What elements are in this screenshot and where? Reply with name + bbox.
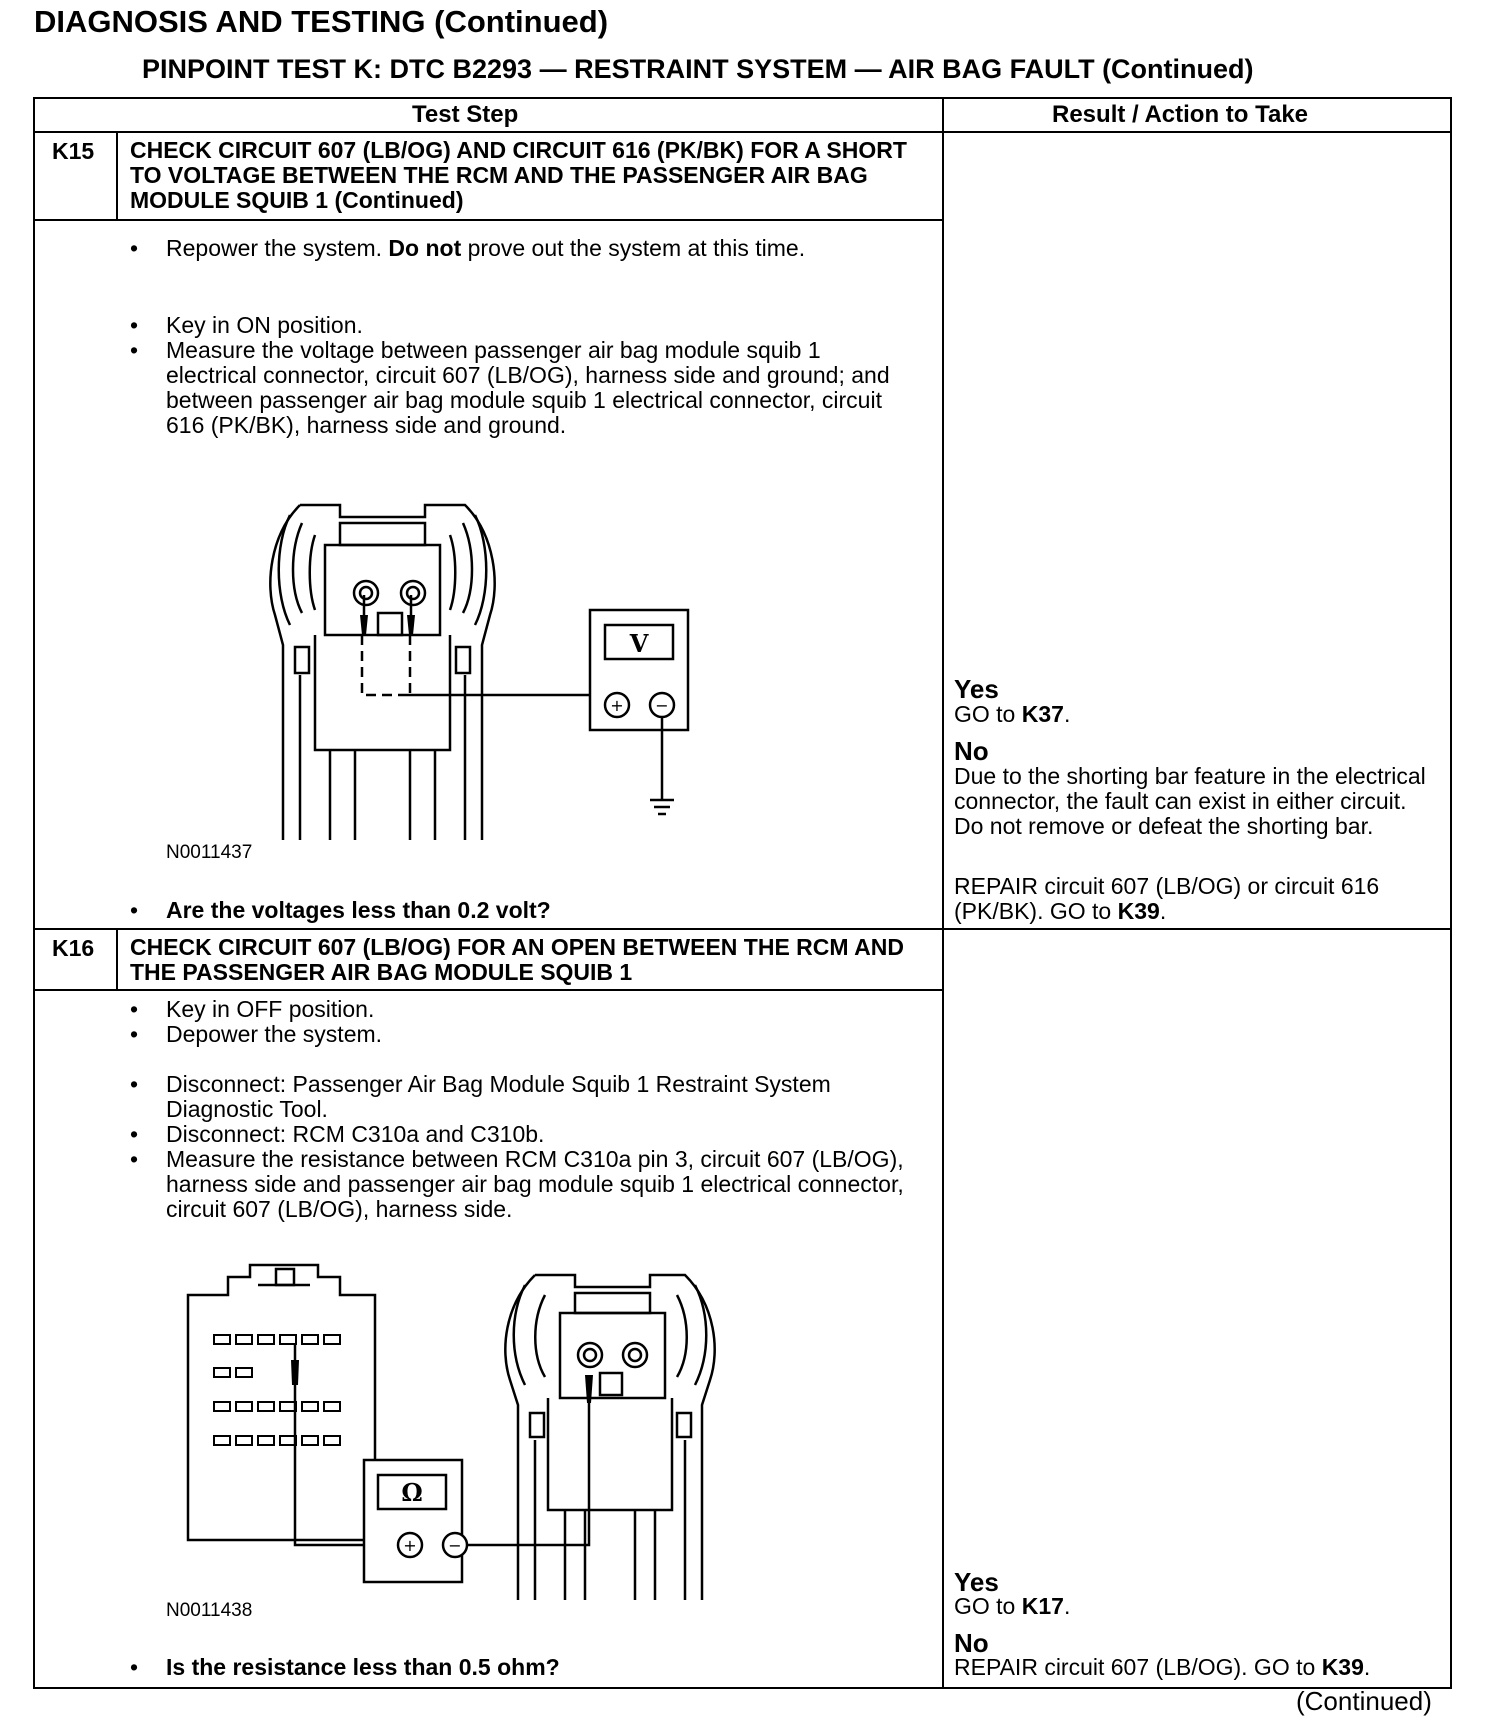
header-row-divider: [33, 131, 1452, 133]
figure-id-k15: N0011437: [166, 842, 253, 863]
k16-no-label: No: [954, 1628, 989, 1658]
page-title: DIAGNOSIS AND TESTING (Continued): [34, 4, 609, 39]
step-ref-k39: K39: [1117, 898, 1160, 924]
k16-yes-action: GO to K17.: [954, 1593, 1071, 1619]
continued-footer: (Continued): [1296, 1686, 1432, 1716]
ground-icon: [650, 717, 674, 814]
step-ref-k17: K17: [1021, 1593, 1064, 1619]
table-right-border: [1450, 97, 1452, 1689]
bullet-dot: •: [130, 337, 139, 363]
table-left-border: [33, 97, 35, 1689]
k15-id-divider: [116, 131, 118, 220]
svg-text:−: −: [448, 1536, 462, 1555]
k16-connector-ohmmeter-figure: [180, 1255, 760, 1605]
svg-text:−: −: [655, 696, 669, 715]
k15-title-divider: [33, 219, 944, 221]
step-title-k16: CHECK CIRCUIT 607 (LB/OG) FOR AN OPEN BETWEEN THE RCM AND THE PASSENGER AIR BAG MODULE SQUIB 1: [130, 934, 904, 985]
step-ref-k39: K39: [1321, 1654, 1364, 1680]
page-subtitle: PINPOINT TEST K: DTC B2293 — RESTRAINT SYSTEM — AIR BAG FAULT (Continued): [142, 54, 1254, 84]
bullet-dot: •: [130, 1071, 139, 1097]
svg-text:+: +: [403, 1536, 417, 1555]
step-id-k15: K15: [52, 138, 95, 164]
bullet-dot: •: [130, 1146, 139, 1172]
table-top-border: [33, 97, 1452, 99]
k16-bullet-1: • Key in OFF position.: [130, 996, 375, 1022]
k15-bullet-2: • Key in ON position.: [130, 312, 363, 338]
bullet-dot: •: [130, 996, 139, 1022]
k16-question: • Is the resistance less than 0.5 ohm?: [130, 1654, 560, 1680]
figure-id-k16: N0011438: [166, 1600, 253, 1621]
bullet-dot: •: [130, 1654, 139, 1680]
col-header-result: Result / Action to Take: [1052, 101, 1309, 128]
k15-bullet-1: • Repower the system. Do not prove out the system at this time.: [130, 235, 806, 261]
k16-bullet-3: • Disconnect: Passenger Air Bag Module Squib 1 Restraint System Diagnostic Tool.: [130, 1071, 831, 1122]
column-divider: [942, 97, 944, 1689]
k15-bullet-3: • Measure the voltage between passenger air bag module squib 1 electrical connector, circuit 607 (LB/OG), harness side and ground; and between passenger air bag module squib 1 electrical connector, circuit 616 (PK/BK), harness side and ground.: [130, 337, 890, 438]
step-title-k15: CHECK CIRCUIT 607 (LB/OG) AND CIRCUIT 616 (PK/BK) FOR A SHORT TO VOLTAGE BETWEEN THE RCM AND THE PASSENGER AIR BAG MODULE SQUIB 1 (Continued): [130, 137, 907, 213]
step-ref-k37: K37: [1021, 701, 1064, 727]
bullet-dot: •: [130, 235, 139, 261]
bullet-dot: •: [130, 1021, 139, 1047]
k16-bullet-2: • Depower the system.: [130, 1021, 383, 1047]
k15-no-label: No: [954, 736, 989, 766]
k16-bullet-4: • Disconnect: RCM C310a and C310b.: [130, 1121, 545, 1147]
bullet-dot: •: [130, 312, 139, 338]
k16-id-divider: [116, 928, 118, 991]
k15-k16-divider: [33, 928, 1452, 930]
k15-yes-action: GO to K37.: [954, 701, 1071, 727]
table-bottom-border: [33, 1687, 1452, 1689]
k16-yes-label: Yes: [954, 1567, 999, 1597]
bullet-dot: •: [130, 1121, 139, 1147]
k16-bullet-5: • Measure the resistance between RCM C310a pin 3, circuit 607 (LB/OG), harness side and passenger air bag module squib 1 electrical connector, circuit 607 (LB/OG), harness side.: [130, 1146, 904, 1222]
k15-yes-label: Yes: [954, 674, 999, 704]
voltmeter-symbol: V: [629, 629, 649, 658]
k16-title-divider: [33, 989, 944, 991]
bullet-dot: •: [130, 897, 139, 923]
k15-question: • Are the voltages less than 0.2 volt?: [130, 897, 551, 923]
step-id-k16: K16: [52, 935, 95, 961]
k15-no-text: Due to the shorting bar feature in the electrical connector, the fault can exist in either circuit. Do not remove or defeat the shorting bar.: [954, 763, 1426, 839]
col-header-test-step: Test Step: [412, 101, 519, 128]
k16-no-action: REPAIR circuit 607 (LB/OG). GO to K39.: [954, 1654, 1371, 1680]
k15-no-action: REPAIR circuit 607 (LB/OG) or circuit 616 (PK/BK). GO to K39.: [954, 873, 1380, 924]
ohmmeter-symbol: Ω: [401, 1478, 423, 1507]
k15-connector-voltmeter-figure: [260, 495, 720, 850]
svg-text:+: +: [610, 696, 624, 715]
